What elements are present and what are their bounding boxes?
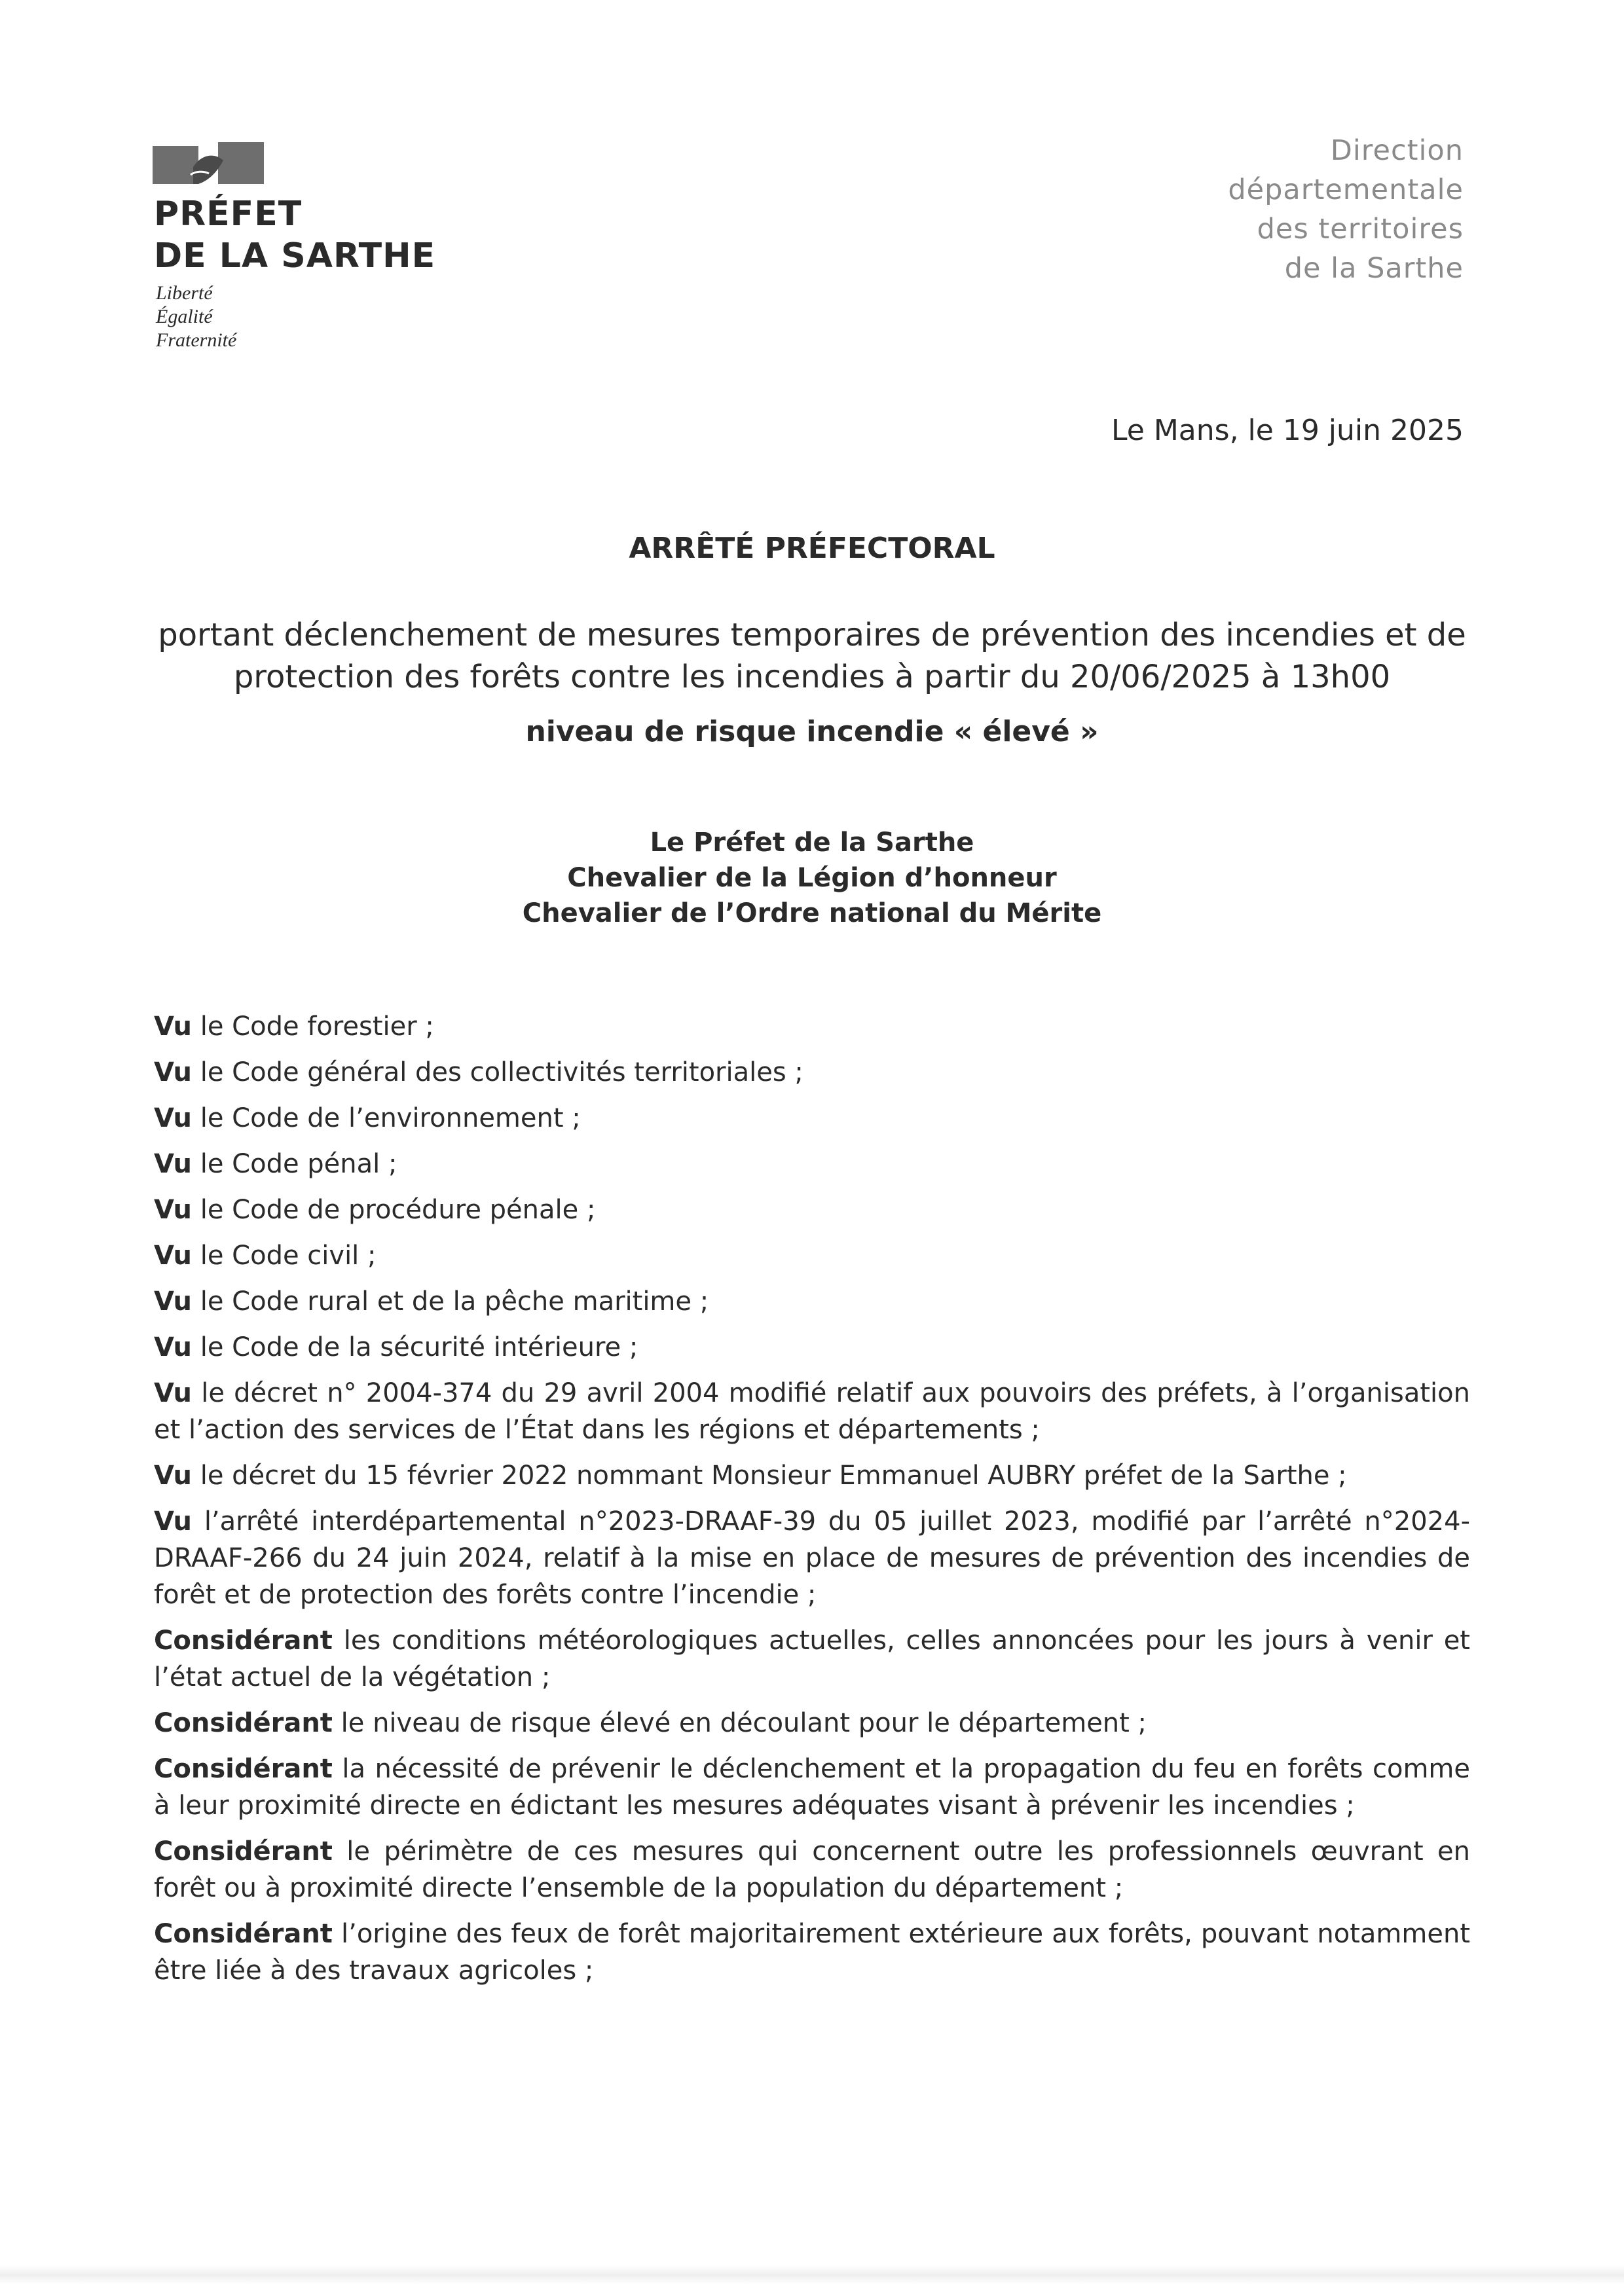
- clause: [154, 1054, 1470, 1091]
- clause: [154, 1008, 1470, 1045]
- direction-line2: départementale: [1228, 173, 1464, 206]
- clause-text: les conditions météorologiques actuelles, celles annoncées pour les jours à venir et l’état actuel de la végétation ;: [154, 1626, 1470, 1692]
- clause-keyword: Vu: [154, 1011, 193, 1042]
- clause: [154, 1751, 1470, 1824]
- clause: [154, 1705, 1470, 1741]
- motto-liberte: Liberté: [156, 282, 213, 304]
- clause: [154, 1503, 1470, 1613]
- clause: [154, 1375, 1470, 1448]
- clause: [154, 1237, 1470, 1274]
- clause-text: le Code général des collectivités territoriales ;: [192, 1057, 803, 1087]
- signatory-honor-1: Chevalier de la Légion d’honneur: [567, 863, 1057, 893]
- document-subtitle: [0, 614, 1624, 698]
- direction-line1: Direction: [1330, 134, 1464, 167]
- clause: [154, 1100, 1470, 1137]
- clause: [154, 1283, 1470, 1320]
- motto-fraternite: Fraternité: [156, 329, 237, 351]
- clause-text: le Code civil ;: [192, 1241, 377, 1271]
- clause: [154, 1146, 1470, 1182]
- clause-keyword: Vu: [154, 1149, 193, 1179]
- issuing-direction: [1228, 131, 1464, 288]
- clause: [154, 1833, 1470, 1906]
- clause-keyword: Considérant: [154, 1754, 333, 1784]
- document-date: Le Mans, le 19 juin 2025: [1111, 414, 1464, 447]
- signatory-honor-2: Chevalier de l’Ordre national du Mérite: [522, 898, 1102, 928]
- clause-text: le Code forestier ;: [192, 1011, 434, 1042]
- clause-keyword: Vu: [154, 1378, 193, 1408]
- clause-text: le Code de la sécurité intérieure ;: [192, 1332, 638, 1362]
- document-title: ARRÊTÉ PRÉFECTORAL: [629, 532, 995, 565]
- clause: [154, 1622, 1470, 1696]
- clause-keyword: Considérant: [154, 1919, 333, 1949]
- marianne-logo-icon: [153, 141, 264, 187]
- prefecture-name: [154, 193, 435, 277]
- clause: [154, 1192, 1470, 1228]
- subtitle-line1: portant déclenchement de mesures temporaires de prévention des incendies et de: [158, 617, 1466, 653]
- clause-keyword: Considérant: [154, 1626, 333, 1656]
- direction-line4: de la Sarthe: [1284, 252, 1464, 285]
- clause-keyword: Vu: [154, 1103, 193, 1133]
- clause-text: le Code pénal ;: [192, 1149, 397, 1179]
- clause-keyword: Vu: [154, 1057, 193, 1087]
- clause-keyword: Vu: [154, 1461, 193, 1491]
- risk-level: niveau de risque incendie « élevé »: [525, 715, 1099, 748]
- clause-text: la nécessité de prévenir le déclenchement et la propagation du feu en forêts comme à leur proximité directe en édictant les mesures adéquates visant à prévenir les incendies ;: [154, 1754, 1470, 1821]
- clause: [154, 1329, 1470, 1366]
- clauses-list: [154, 1008, 1470, 1998]
- direction-line3: des territoires: [1257, 213, 1464, 246]
- clause-keyword: Vu: [154, 1332, 193, 1362]
- prefecture-name-line1: PRÉFET: [154, 194, 303, 234]
- clause-keyword: Vu: [154, 1195, 193, 1225]
- clause-keyword: Considérant: [154, 1836, 333, 1867]
- signatory-block: [0, 825, 1624, 931]
- clause-text: le périmètre de ces mesures qui concernent outre les professionnels œuvrant en forêt ou à proximité directe l’ensemble de la population du département ;: [154, 1836, 1470, 1903]
- clause-text: l’arrêté interdépartemental n°2023-DRAAF-39 du 05 juillet 2023, modifié par l’arrêté n°2024-DRAAF-266 du 24 juin 2024, relatif à la mise en place de mesures de prévention des incendies de forêt et de protection des forêts contre l’incendie ;: [154, 1506, 1470, 1610]
- clause-text: le Code de l’environnement ;: [192, 1103, 581, 1133]
- clause-keyword: Vu: [154, 1241, 193, 1271]
- scan-edge-shadow: [0, 2265, 1624, 2285]
- clause: [154, 1457, 1470, 1494]
- clause-keyword: Considérant: [154, 1708, 333, 1738]
- prefecture-name-line2: DE LA SARTHE: [154, 236, 436, 276]
- republic-motto: [156, 282, 236, 352]
- motto-egalite: Égalité: [156, 306, 213, 327]
- clause-keyword: Vu: [154, 1286, 193, 1317]
- clause-text: le niveau de risque élevé en découlant pour le département ;: [332, 1708, 1147, 1738]
- clause-text: le décret n° 2004-374 du 29 avril 2004 modifié relatif aux pouvoirs des préfets, à l’organisation et l’action des services de l’État dans les régions et départements ;: [154, 1378, 1470, 1445]
- clause-keyword: Vu: [154, 1506, 193, 1537]
- clause-text: le Code de procédure pénale ;: [192, 1195, 596, 1225]
- clause-text: le décret du 15 février 2022 nommant Monsieur Emmanuel AUBRY préfet de la Sarthe ;: [192, 1461, 1347, 1491]
- clause-text: l’origine des feux de forêt majoritairement extérieure aux forêts, pouvant notamment être liée à des travaux agricoles ;: [154, 1919, 1470, 1986]
- clause: [154, 1916, 1470, 1989]
- clause-text: le Code rural et de la pêche maritime ;: [192, 1286, 709, 1317]
- subtitle-line2: protection des forêts contre les incendies à partir du 20/06/2025 à 13h00: [233, 659, 1391, 695]
- signatory-title: Le Préfet de la Sarthe: [650, 828, 974, 858]
